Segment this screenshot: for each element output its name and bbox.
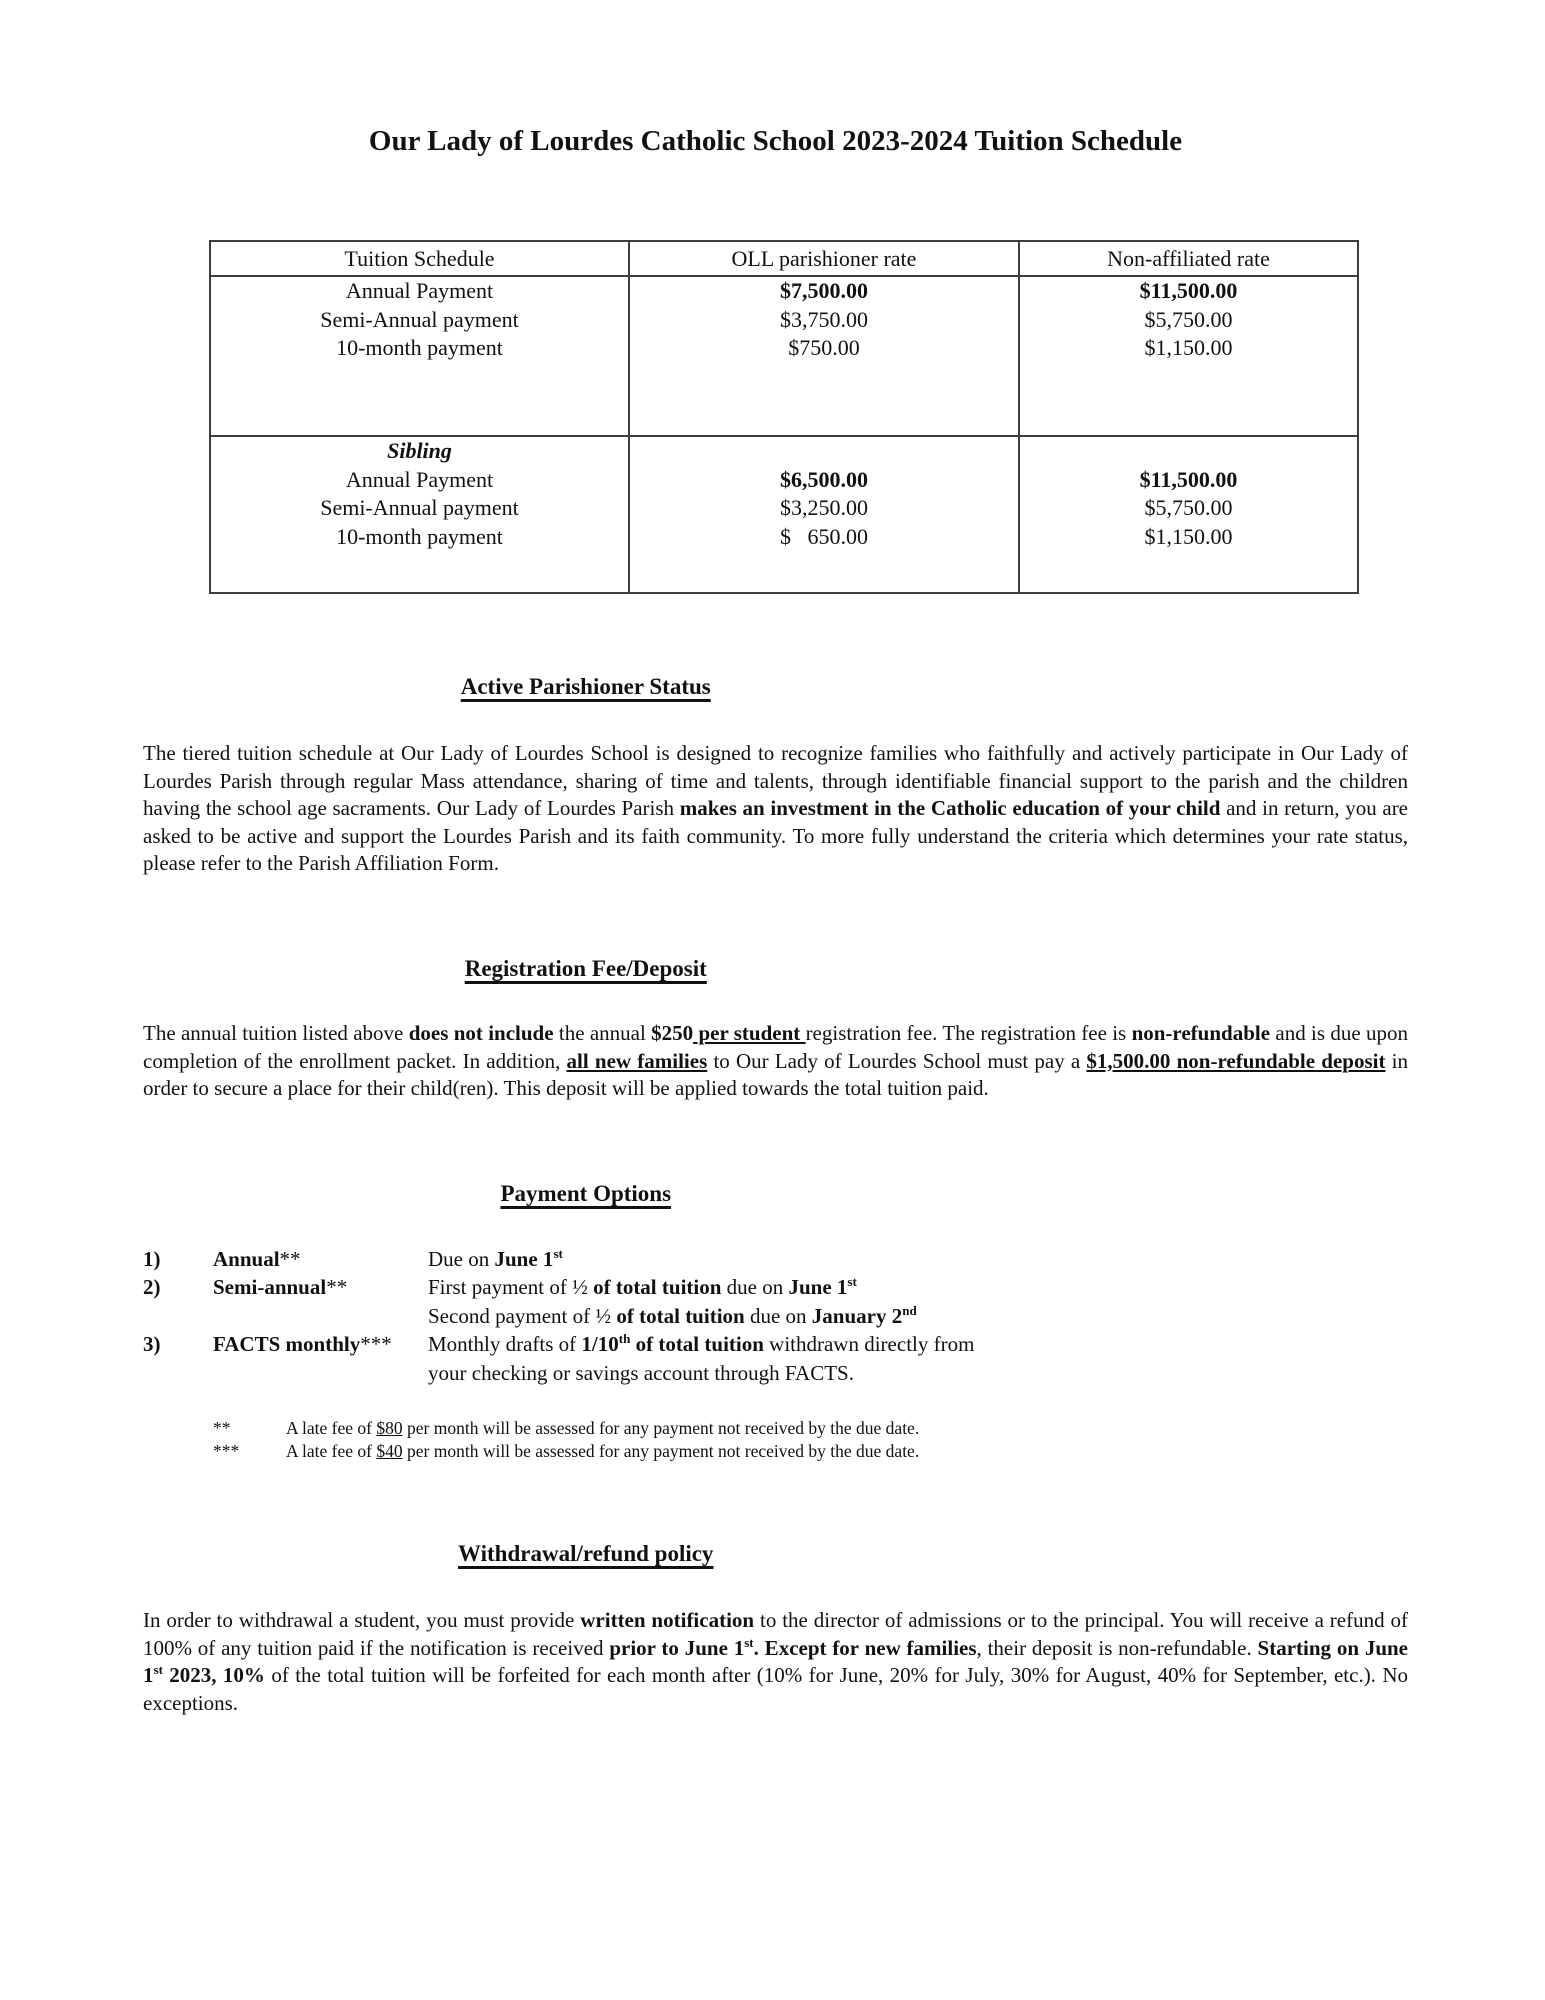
footnote-marker: ** — [213, 1418, 231, 1439]
sibling-payment-labels: Sibling Annual Payment Semi-Annual payment 10-month payment — [210, 436, 629, 593]
payment-option-label: Annual** — [213, 1246, 301, 1271]
payment-option-line: Second payment of ½ of total tuition due on January 2nd — [428, 1302, 917, 1328]
standard-payment-labels: Annual Payment Semi-Annual payment 10-month payment — [210, 276, 629, 436]
sibling-oll-rates: $6,500.00 $3,250.00 $ 650.00 — [629, 436, 1019, 593]
tuition-table-header-row — [210, 241, 1358, 276]
payment-option-number: 3) — [143, 1332, 161, 1357]
table-row-sibling — [210, 436, 1358, 593]
payment-option-line: First payment of ½ of total tuition due on June 1st — [428, 1274, 857, 1300]
column-header-tuition-schedule: Tuition Schedule — [210, 241, 629, 276]
payment-option-description — [428, 1273, 1408, 1330]
section-heading-text: Payment Options — [500, 1180, 672, 1206]
footnote-triple-asterisk — [143, 1440, 1408, 1463]
payment-option-label: Semi-annual** — [213, 1275, 348, 1300]
footnote-text: A late fee of $80 per month will be assessed for any payment not received by the due date. — [286, 1418, 920, 1439]
payment-option-line: your checking or savings account through FACTS. — [428, 1360, 854, 1385]
payment-option-number: 1) — [143, 1246, 161, 1271]
table-row-standard — [210, 276, 1358, 436]
active-parishioner-paragraph: The tiered tuition schedule at Our Lady of Lourdes School is designed to recognize families who faithfully and actively participate in Our Lady of Lourdes Parish through regular Mass attendance, sharing of time and talents, through identifiable financial support to the parish and the children having the school age sacraments. Our Lady of Lourdes Parish makes an investment in the Catholic education of your child and in return, you are asked to be active and support the Lourdes Parish and its faith community. To more fully understand the criteria which determines your rate status, please refer to the Parish Affiliation Form. — [143, 741, 1409, 876]
column-header-oll-parishioner-rate: OLL parishioner rate — [629, 241, 1019, 276]
tuition-table — [209, 240, 1359, 594]
section-heading-withdrawal-refund-policy — [143, 1539, 1029, 1569]
footnote-double-asterisk — [143, 1417, 1408, 1440]
registration-fee-paragraph: The annual tuition listed above does not include the annual $250 per student registration fee. The registration fee is non-refundable and is due upon completion of the enrollment packet. In addition, all new families to Our Lady of Lourdes School must pay a $1,500.00 non-refundable deposit in order to secure a place for their child(ren). This deposit will be applied towards the total tuition paid. — [143, 1020, 1408, 1101]
standard-non-affiliated-rates: $11,500.00 $5,750.00 $1,150.00 — [1019, 276, 1358, 436]
section-heading-active-parishioner-status — [143, 672, 1029, 702]
payment-option-description — [428, 1330, 1408, 1387]
payment-option-annual — [143, 1245, 1408, 1274]
section-heading-registration-fee-deposit — [143, 954, 1029, 984]
page-title: Our Lady of Lourdes Catholic School 2023-2024 Tuition Schedule — [368, 125, 1183, 157]
payment-option-line: Monthly drafts of 1/10th of total tuition withdrawn directly from — [428, 1331, 975, 1357]
footnote-text: A late fee of $40 per month will be assessed for any payment not received by the due date. — [286, 1441, 920, 1462]
footnote-marker: *** — [213, 1441, 240, 1462]
standard-oll-rates: $7,500.00 $3,750.00 $750.00 — [629, 276, 1019, 436]
column-header-non-affiliated-rate: Non-affiliated rate — [1019, 241, 1358, 276]
section-heading-payment-options — [143, 1179, 1029, 1209]
section-heading-text: Registration Fee/Deposit — [464, 955, 707, 981]
late-fee-footnotes — [143, 1417, 1408, 1463]
payment-option-number: 2) — [143, 1275, 161, 1300]
section-heading-text: Active Parishioner Status — [460, 674, 711, 699]
payment-option-line: Due on June 1st — [428, 1245, 563, 1271]
sibling-non-affiliated-rates: $11,500.00 $5,750.00 $1,150.00 — [1019, 436, 1358, 593]
footnote-spacer — [143, 1417, 213, 1440]
withdrawal-refund-paragraph: In order to withdrawal a student, you must provide written notification to the director of admissions or to the principal. You will receive a refund of 100% of any tuition paid if the notification is received prior to June 1st. Except for new families, their deposit is non-refundable. Starting on June 1st 2023, 10% of the total tuition will be forfeited for each month after (10% for June, 20% for July, 30% for August, 40% for September, etc.). No exceptions. — [143, 1608, 1408, 1716]
payment-options-list — [143, 1245, 1408, 1388]
payment-option-semi-annual — [143, 1273, 1408, 1330]
footnote-spacer — [143, 1440, 213, 1463]
payment-option-label: FACTS monthly*** — [213, 1332, 392, 1357]
payment-option-description — [428, 1245, 1408, 1274]
section-heading-text: Withdrawal/refund policy — [458, 1541, 714, 1567]
payment-option-facts-monthly — [143, 1330, 1408, 1387]
